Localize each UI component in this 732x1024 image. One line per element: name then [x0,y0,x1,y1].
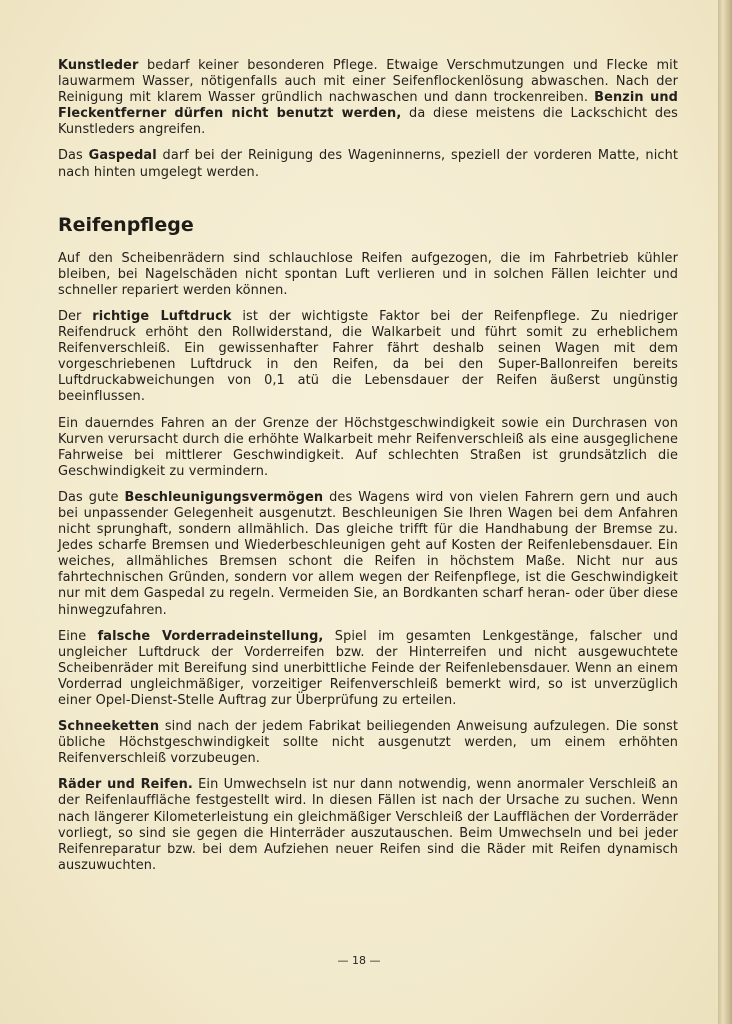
paragraph-vorderradeinstellung [58,629,678,709]
paragraph-gaspedal [58,148,678,180]
bold-term: Schneeketten [58,719,160,735]
paragraph-text: Spiel im gesamten Lenkgestänge, falscher und ungleicher Luftdruck der Vorderreifen bzw. der Hinterreifen und nicht ausgewuchtete Scheibenräder mit Bereifung sind unerbittliche Feinde der Reifenlebensdauer. Wenn an einem Vorderrad ungleichmäßiger, vorzeitiger Reifenverschleiß bemerkt wird, so ist unverzüglich einer Opel-Dienst-Stelle Auftrag zur Überprüfung zu erteilen. [58,628,678,708]
paragraph-text: Das gute [58,489,125,505]
paragraph-text: bedarf keiner besonderen Pflege. Etwaige Verschmutzungen und Flecke mit lauwarmem Wasser, nötigenfalls auch mit einer Seifenflockenlösung abwaschen. Nach der Reinigung mit klarem Wasser gründlich nachwaschen und dann trockenreiben. [58,58,678,106]
paragraph-beschleunigung [58,490,678,619]
page-content [58,58,678,884]
paragraph-text: Ein Umwechseln ist nur dann notwendig, wenn anormaler Verschleiß an der Reifenlauffläche festgestellt wird. In diesen Fällen ist nach der Ursache zu suchen. Wenn nach längerer Kilometerleistung ein gleichmäßiger Verschleiß der Laufflächen der Vorderräder vorliegt, so sind sie gegen die Hinterräder auszutauschen. Beim Umwechseln und bei jeder Reifenreparatur bzw. bei dem Aufziehen neuer Reifen sind die Räder mit Reifen dynamisch auszuwuchten. [58,777,678,873]
paragraph-raeder-und-reifen [58,777,678,874]
bold-term: richtige Luftdruck [92,308,232,324]
bold-term: Benzin und Fleckentferner dürfen nicht benutzt werden, [58,90,678,122]
paragraph-text: darf bei der Reinigung des Wageninnerns, speziell der vorderen Matte, nicht nach hinten umgelegt werden. [58,148,678,180]
paragraph-text: Ein dauerndes Fahren an der Grenze der Höchstgeschwindigkeit sowie ein Durchrasen von Kurven verursacht durch die erhöhte Walkarbeit mehr Reifenverschleiß als eine ausgeglichene Fahrweise bei mittlerer Geschwindigkeit. Auf schlechten Straßen ist grundsätzlich die Geschwindigkeit zu vermindern. [58,415,678,479]
paragraph-schlauchlose-reifen [58,251,678,299]
paragraph-luftdruck [58,309,678,406]
bold-term: Räder und Reifen. [58,777,193,793]
paragraph-hoechstgeschwindigkeit [58,416,678,480]
paragraph-text: Der [58,308,93,324]
paragraph-text: Auf den Scheibenrädern sind schlauchlose Reifen aufgezogen, die im Fahrbetrieb kühler bleiben, bei Nagelschäden nicht spontan Luft verlieren und in solchen Fällen leichter und schneller repariert werden können. [58,250,678,298]
bold-term: Kunstleder [58,58,139,73]
paragraph-kunstleder [58,58,678,138]
section-heading: Reifenpflege [58,213,194,236]
paragraph-text: da diese meistens die Lackschicht des Kunstleders angreifen. [58,106,678,138]
paragraph-text: des Wagens wird von vielen Fahrern gern und auch bei unpassender Gelegenheit ausgenutzt. Beschleunigen Sie Ihren Wagen bei dem Anfahren nicht sprunghaft, sondern allmählich. Das gleiche trifft für die Handhabung der Bremse zu. Jedes scharfe Bremsen und Wiederbeschleunigen geht auf Kosten der Reifenlebensdauer. Ein weiches, allmähliches Bremsen schont die Reifen in höchstem Maße. Nicht nur aus fahrtechnischen Gründen, sondern vor allem wegen der Reifenpflege, ist die Geschwindigkeit nur mit dem Gaspedal zu regeln. Vermeiden Sie, an Bordkanten scharf heran- oder über diese hinwegzufahren. [58,489,678,618]
paragraph-text: sind nach der jedem Fabrikat beiliegenden Anweisung aufzulegen. Die sonst übliche Höchstgeschwindigkeit sollte nicht ausgenutzt werden, um einem erhöhten Reifenverschleiß vorzubeugen. [58,719,678,767]
bold-term: Gaspedal [88,148,157,164]
paragraph-text: Das [58,148,89,164]
page-number: — 18 — [337,954,381,967]
paragraph-text: ist der wichtigste Faktor bei der Reifenpflege. Zu niedriger Reifendruck erhöht den Rollwiderstand, die Walkarbeit und führt somit zu erheblichem Reifenverschleiß. Ein gewissenhafter Fahrer fährt deshalb seinen Wagen mit dem vorgeschriebenen Luftdruck in den Reifen, da bei den Super-Ballonreifen bereits Luftdruckabweichungen von 0,1 atü die Lebensdauer der Reifen äußerst ungünstig beeinflussen. [58,308,678,405]
bold-term: falsche Vorderradeinstellung, [97,628,324,644]
bold-term: Beschleunigungsvermögen [124,489,324,505]
paragraph-schneeketten [58,719,678,767]
book-page-edge [718,0,732,1024]
paragraph-text: Eine [58,628,98,644]
